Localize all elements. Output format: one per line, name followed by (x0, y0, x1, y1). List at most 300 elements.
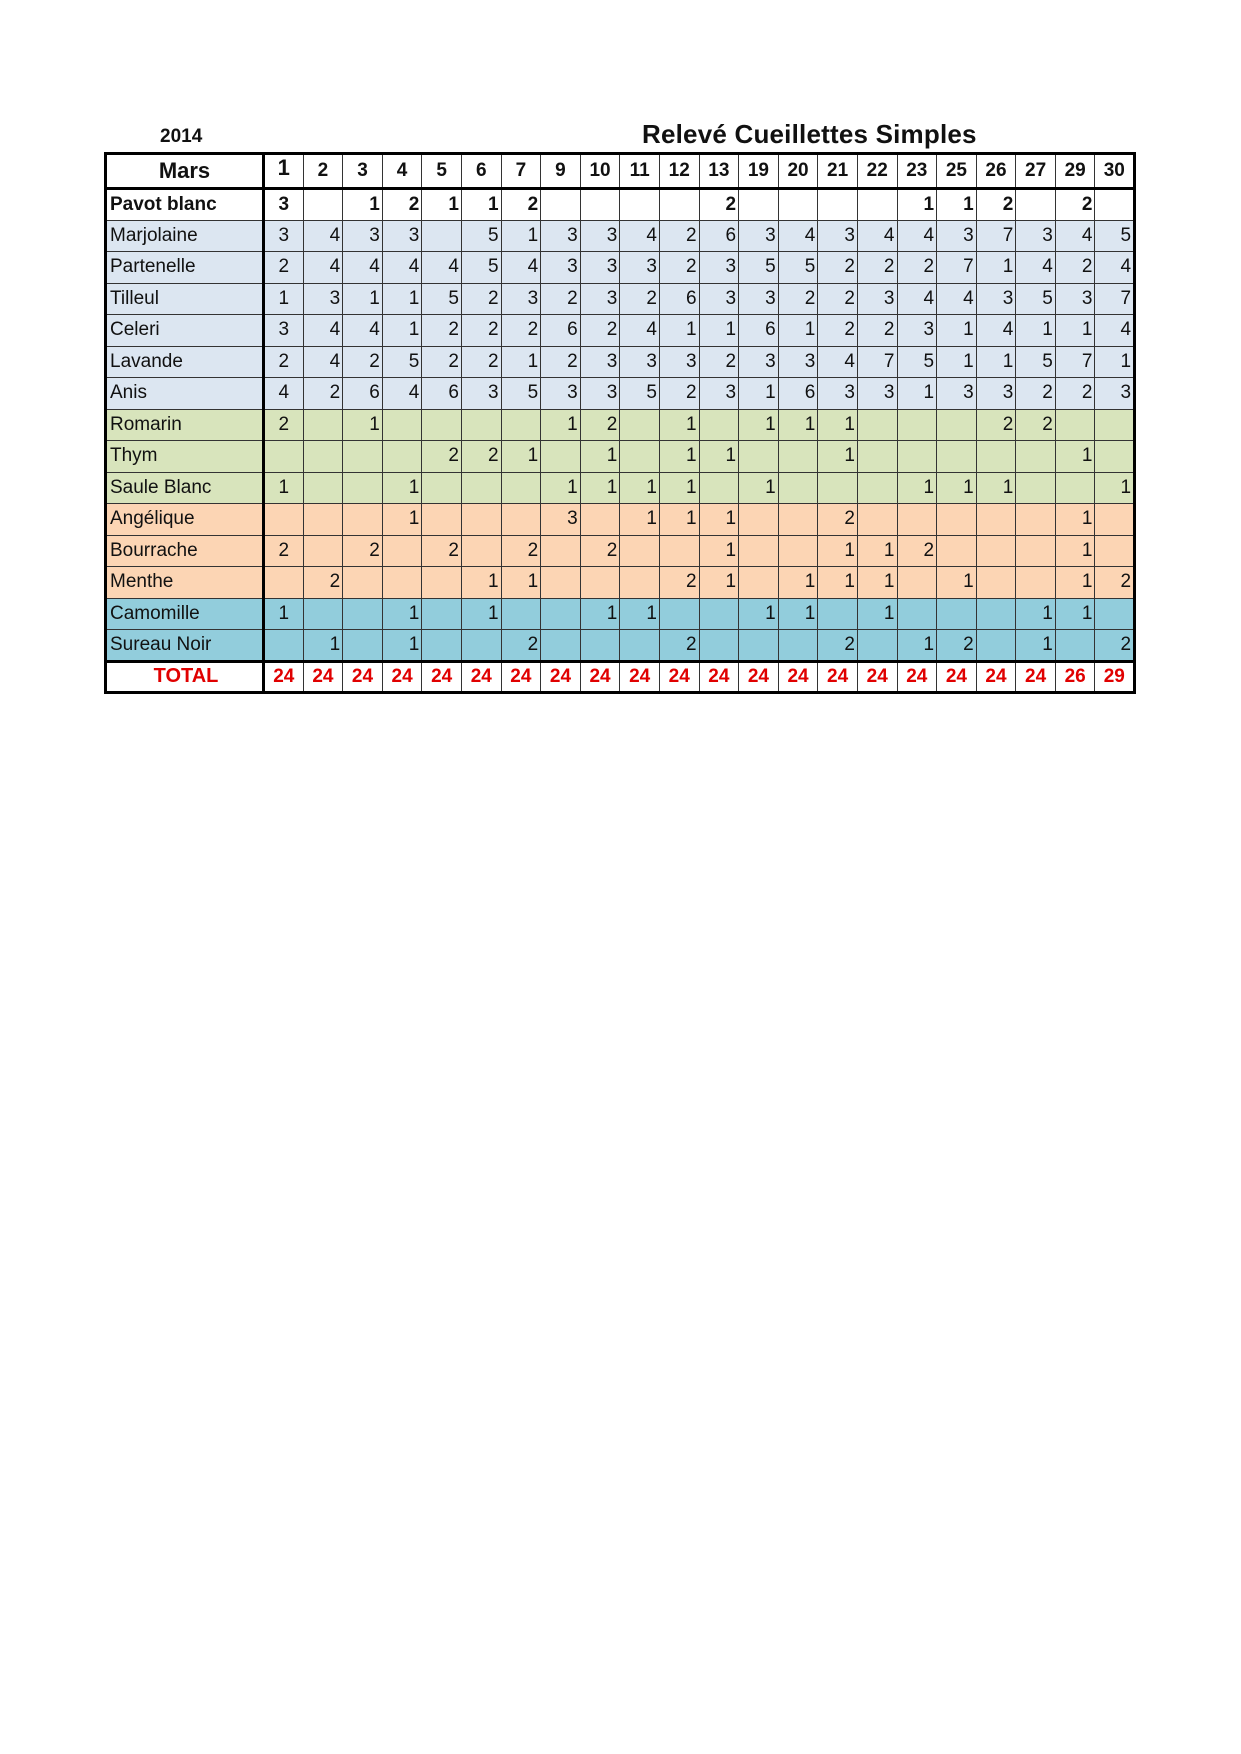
harvest-cell: 2 (976, 189, 1016, 221)
harvest-cell: 3 (1055, 283, 1095, 315)
harvest-cell (422, 630, 462, 662)
day-header: 19 (739, 154, 779, 189)
harvest-cell: 1 (897, 630, 937, 662)
harvest-cell: 3 (303, 283, 343, 315)
harvest-cell: 1 (739, 472, 779, 504)
total-cell: 24 (264, 661, 304, 693)
harvest-cell: 7 (976, 220, 1016, 252)
harvest-cell: 5 (897, 346, 937, 378)
harvest-cell: 3 (343, 220, 383, 252)
harvest-cell: 1 (659, 504, 699, 536)
total-cell: 24 (976, 661, 1016, 693)
harvest-cell: 1 (382, 283, 422, 315)
plant-name: Saule Blanc (106, 472, 264, 504)
plant-name: Sureau Noir (106, 630, 264, 662)
harvest-cell: 3 (699, 252, 739, 284)
harvest-cell (1055, 472, 1095, 504)
harvest-cell: 3 (739, 220, 779, 252)
harvest-cell: 1 (699, 504, 739, 536)
harvest-cell (303, 535, 343, 567)
harvest-cell: 2 (264, 346, 304, 378)
table-row (106, 504, 1135, 536)
harvest-cell: 1 (897, 472, 937, 504)
table-row (106, 598, 1135, 630)
harvest-cell (857, 630, 897, 662)
harvest-cell: 1 (461, 567, 501, 599)
harvest-cell: 5 (739, 252, 779, 284)
harvest-cell: 4 (1095, 252, 1135, 284)
harvest-cell: 2 (1055, 378, 1095, 410)
table-row (106, 220, 1135, 252)
table-row (106, 567, 1135, 599)
harvest-cell: 1 (739, 598, 779, 630)
total-cell: 24 (580, 661, 620, 693)
total-cell: 24 (501, 661, 541, 693)
harvest-cell: 3 (937, 220, 977, 252)
harvest-cell (382, 409, 422, 441)
harvest-cell: 4 (501, 252, 541, 284)
harvest-cell (541, 598, 581, 630)
day-header: 27 (1016, 154, 1056, 189)
harvest-cell (422, 567, 462, 599)
total-cell: 24 (1016, 661, 1056, 693)
harvest-cell (343, 598, 383, 630)
harvest-cell: 1 (818, 535, 858, 567)
harvest-cell: 1 (1016, 598, 1056, 630)
harvest-cell: 2 (501, 315, 541, 347)
harvest-cell: 2 (897, 535, 937, 567)
harvest-cell: 3 (818, 220, 858, 252)
harvest-cell: 1 (739, 378, 779, 410)
harvest-cell: 4 (382, 378, 422, 410)
harvest-cell: 2 (818, 252, 858, 284)
harvest-cell: 6 (343, 378, 383, 410)
harvest-cell (541, 189, 581, 221)
harvest-cell (541, 567, 581, 599)
harvest-cell: 4 (422, 252, 462, 284)
harvest-cell (857, 441, 897, 473)
harvest-cell: 2 (659, 378, 699, 410)
harvest-cell: 2 (461, 346, 501, 378)
day-header: 10 (580, 154, 620, 189)
year-label: 2014 (160, 126, 203, 147)
harvest-cell: 5 (461, 220, 501, 252)
harvest-cell: 3 (778, 346, 818, 378)
harvest-cell (739, 630, 779, 662)
harvest-cell: 1 (461, 189, 501, 221)
harvest-table (104, 152, 1136, 694)
harvest-cell (897, 441, 937, 473)
harvest-cell (1095, 598, 1135, 630)
harvest-cell (303, 441, 343, 473)
harvest-cell: 2 (857, 252, 897, 284)
harvest-cell (937, 598, 977, 630)
harvest-cell: 1 (1016, 315, 1056, 347)
harvest-cell: 3 (541, 378, 581, 410)
harvest-cell (1016, 472, 1056, 504)
harvest-cell (264, 630, 304, 662)
harvest-cell: 4 (897, 220, 937, 252)
harvest-cell (303, 504, 343, 536)
total-label: TOTAL (106, 661, 264, 693)
harvest-cell (620, 535, 660, 567)
harvest-cell: 2 (422, 535, 462, 567)
harvest-cell: 1 (659, 472, 699, 504)
total-cell: 24 (739, 661, 779, 693)
harvest-cell: 1 (699, 441, 739, 473)
harvest-cell: 2 (422, 315, 462, 347)
harvest-cell (659, 598, 699, 630)
harvest-cell: 2 (580, 535, 620, 567)
table-row (106, 252, 1135, 284)
harvest-cell: 3 (382, 220, 422, 252)
harvest-cell (422, 472, 462, 504)
harvest-cell (897, 409, 937, 441)
harvest-cell: 1 (857, 598, 897, 630)
harvest-cell (1016, 504, 1056, 536)
harvest-cell: 1 (422, 189, 462, 221)
harvest-cell: 3 (976, 378, 1016, 410)
harvest-cell: 1 (264, 598, 304, 630)
harvest-cell: 6 (422, 378, 462, 410)
harvest-cell (937, 535, 977, 567)
harvest-cell: 1 (382, 504, 422, 536)
harvest-cell (1095, 504, 1135, 536)
harvest-cell: 1 (1055, 315, 1095, 347)
harvest-cell (501, 472, 541, 504)
harvest-cell: 2 (541, 346, 581, 378)
harvest-cell (1095, 535, 1135, 567)
day-header: 9 (541, 154, 581, 189)
harvest-cell: 2 (659, 630, 699, 662)
harvest-cell: 2 (699, 346, 739, 378)
harvest-cell (937, 504, 977, 536)
harvest-cell: 5 (501, 378, 541, 410)
harvest-cell: 2 (541, 283, 581, 315)
harvest-cell: 1 (659, 409, 699, 441)
day-header: 21 (818, 154, 858, 189)
table-row (106, 189, 1135, 221)
harvest-cell (937, 441, 977, 473)
day-header: 12 (659, 154, 699, 189)
harvest-cell: 1 (620, 472, 660, 504)
harvest-cell: 6 (739, 315, 779, 347)
harvest-cell (857, 189, 897, 221)
harvest-cell: 1 (976, 252, 1016, 284)
harvest-cell (580, 630, 620, 662)
harvest-cell (580, 567, 620, 599)
table-row (106, 283, 1135, 315)
harvest-cell: 1 (461, 598, 501, 630)
harvest-cell (501, 409, 541, 441)
harvest-cell: 5 (1095, 220, 1135, 252)
plant-name: Menthe (106, 567, 264, 599)
harvest-cell (897, 567, 937, 599)
day-header: 20 (778, 154, 818, 189)
harvest-cell: 3 (976, 283, 1016, 315)
harvest-cell: 1 (501, 567, 541, 599)
harvest-cell: 3 (264, 315, 304, 347)
harvest-cell (1095, 189, 1135, 221)
harvest-cell: 3 (264, 189, 304, 221)
harvest-cell: 3 (541, 220, 581, 252)
harvest-cell (897, 598, 937, 630)
harvest-cell (303, 189, 343, 221)
total-cell: 26 (1055, 661, 1095, 693)
harvest-cell: 4 (1055, 220, 1095, 252)
harvest-cell (1055, 409, 1095, 441)
harvest-cell: 1 (778, 598, 818, 630)
harvest-cell (620, 630, 660, 662)
harvest-cell: 4 (303, 315, 343, 347)
harvest-cell (739, 189, 779, 221)
table-row (106, 346, 1135, 378)
total-cell: 24 (937, 661, 977, 693)
harvest-cell: 2 (501, 189, 541, 221)
harvest-cell: 1 (1095, 346, 1135, 378)
harvest-cell (818, 598, 858, 630)
harvest-cell: 1 (1055, 598, 1095, 630)
harvest-cell: 1 (937, 346, 977, 378)
harvest-cell: 2 (382, 189, 422, 221)
harvest-cell (937, 409, 977, 441)
harvest-cell (422, 504, 462, 536)
harvest-cell (343, 472, 383, 504)
harvest-cell: 1 (659, 315, 699, 347)
harvest-cell (659, 189, 699, 221)
harvest-cell: 1 (897, 378, 937, 410)
harvest-cell: 6 (659, 283, 699, 315)
harvest-cell (778, 504, 818, 536)
harvest-cell: 1 (382, 598, 422, 630)
harvest-cell (343, 441, 383, 473)
total-cell: 24 (857, 661, 897, 693)
harvest-cell: 2 (818, 315, 858, 347)
harvest-cell: 1 (937, 189, 977, 221)
harvest-cell (1055, 630, 1095, 662)
harvest-cell: 2 (1055, 252, 1095, 284)
harvest-cell: 5 (1016, 346, 1056, 378)
harvest-cell: 1 (857, 535, 897, 567)
harvest-cell: 7 (1055, 346, 1095, 378)
day-header: 7 (501, 154, 541, 189)
harvest-cell: 1 (541, 472, 581, 504)
harvest-cell: 1 (778, 567, 818, 599)
harvest-cell: 3 (580, 378, 620, 410)
harvest-cell: 1 (264, 472, 304, 504)
harvest-cell: 3 (897, 315, 937, 347)
harvest-cell: 6 (699, 220, 739, 252)
total-cell: 24 (422, 661, 462, 693)
day-header: 6 (461, 154, 501, 189)
harvest-cell (739, 441, 779, 473)
harvest-cell: 1 (937, 472, 977, 504)
harvest-cell: 4 (937, 283, 977, 315)
harvest-cell (461, 472, 501, 504)
harvest-cell (422, 220, 462, 252)
harvest-cell: 1 (382, 472, 422, 504)
plant-name: Lavande (106, 346, 264, 378)
harvest-cell (264, 441, 304, 473)
harvest-cell: 1 (580, 598, 620, 630)
harvest-cell: 2 (422, 441, 462, 473)
harvest-cell: 4 (303, 252, 343, 284)
table-row (106, 535, 1135, 567)
plant-name: Pavot blanc (106, 189, 264, 221)
total-cell: 24 (343, 661, 383, 693)
harvest-cell: 1 (699, 535, 739, 567)
harvest-cell: 1 (382, 315, 422, 347)
plant-name: Tilleul (106, 283, 264, 315)
harvest-cell: 2 (818, 504, 858, 536)
harvest-cell: 2 (976, 409, 1016, 441)
harvest-cell: 3 (580, 346, 620, 378)
harvest-cell: 4 (620, 315, 660, 347)
harvest-cell (778, 189, 818, 221)
harvest-cell (699, 630, 739, 662)
harvest-cell: 1 (1016, 630, 1056, 662)
harvest-cell (264, 567, 304, 599)
harvest-cell: 2 (422, 346, 462, 378)
harvest-cell: 3 (739, 346, 779, 378)
harvest-cell: 1 (501, 441, 541, 473)
harvest-cell: 6 (778, 378, 818, 410)
harvest-cell: 3 (659, 346, 699, 378)
harvest-cell (778, 472, 818, 504)
harvest-cell: 2 (659, 220, 699, 252)
harvest-cell: 1 (343, 189, 383, 221)
harvest-cell: 3 (699, 378, 739, 410)
harvest-cell: 2 (461, 441, 501, 473)
table-row (106, 472, 1135, 504)
harvest-cell: 2 (659, 567, 699, 599)
harvest-cell: 1 (1095, 472, 1135, 504)
harvest-cell (620, 441, 660, 473)
harvest-cell (818, 472, 858, 504)
harvest-cell: 1 (620, 598, 660, 630)
harvest-cell: 4 (620, 220, 660, 252)
harvest-cell: 1 (580, 472, 620, 504)
harvest-cell (897, 504, 937, 536)
harvest-cell: 1 (818, 441, 858, 473)
harvest-cell: 2 (343, 535, 383, 567)
harvest-cell (818, 189, 858, 221)
day-header: 25 (937, 154, 977, 189)
harvest-cell: 4 (897, 283, 937, 315)
harvest-cell: 3 (937, 378, 977, 410)
total-cell: 29 (1095, 661, 1135, 693)
harvest-cell (699, 472, 739, 504)
day-header: 3 (343, 154, 383, 189)
harvest-cell (264, 504, 304, 536)
total-cell: 24 (382, 661, 422, 693)
plant-name: Romarin (106, 409, 264, 441)
harvest-cell: 2 (303, 567, 343, 599)
harvest-cell: 3 (580, 283, 620, 315)
table-row (106, 630, 1135, 662)
harvest-cell: 3 (857, 283, 897, 315)
plant-name: Anis (106, 378, 264, 410)
harvest-cell: 7 (937, 252, 977, 284)
harvest-cell: 1 (382, 630, 422, 662)
harvest-cell (461, 409, 501, 441)
harvest-cell: 1 (778, 409, 818, 441)
harvest-cell (778, 630, 818, 662)
harvest-cell: 2 (461, 315, 501, 347)
harvest-cell: 3 (580, 252, 620, 284)
plant-name: Celeri (106, 315, 264, 347)
harvest-cell: 1 (897, 189, 937, 221)
harvest-cell: 2 (1055, 189, 1095, 221)
harvest-cell (1016, 535, 1056, 567)
harvest-cell: 3 (699, 283, 739, 315)
harvest-cell: 3 (461, 378, 501, 410)
harvest-cell: 2 (699, 189, 739, 221)
harvest-cell: 5 (620, 378, 660, 410)
harvest-cell: 4 (382, 252, 422, 284)
harvest-cell: 1 (501, 220, 541, 252)
harvest-cell: 1 (818, 567, 858, 599)
harvest-cell: 3 (857, 378, 897, 410)
harvest-cell: 1 (937, 567, 977, 599)
harvest-cell (620, 189, 660, 221)
harvest-cell: 3 (1095, 378, 1135, 410)
harvest-cell: 3 (620, 252, 660, 284)
harvest-cell: 1 (699, 315, 739, 347)
harvest-cell (461, 630, 501, 662)
harvest-cell: 2 (501, 630, 541, 662)
harvest-cell: 1 (1055, 567, 1095, 599)
harvest-cell: 2 (264, 252, 304, 284)
harvest-cell: 2 (1095, 567, 1135, 599)
day-header: 4 (382, 154, 422, 189)
harvest-cell (580, 189, 620, 221)
harvest-cell: 2 (1095, 630, 1135, 662)
harvest-cell (976, 567, 1016, 599)
harvest-cell: 1 (264, 283, 304, 315)
plant-name: Angélique (106, 504, 264, 536)
harvest-cell (976, 441, 1016, 473)
harvest-cell: 1 (343, 283, 383, 315)
harvest-cell: 3 (739, 283, 779, 315)
harvest-cell (1016, 189, 1056, 221)
harvest-cell: 4 (343, 252, 383, 284)
harvest-cell: 1 (739, 409, 779, 441)
harvest-cell: 2 (264, 409, 304, 441)
harvest-cell (541, 441, 581, 473)
harvest-cell: 1 (857, 567, 897, 599)
harvest-cell: 3 (541, 252, 581, 284)
harvest-cell: 1 (1055, 535, 1095, 567)
harvest-cell: 1 (343, 409, 383, 441)
harvest-cell: 1 (976, 346, 1016, 378)
harvest-cell: 4 (818, 346, 858, 378)
total-cell: 24 (778, 661, 818, 693)
total-cell: 24 (620, 661, 660, 693)
harvest-cell (422, 598, 462, 630)
harvest-cell (778, 441, 818, 473)
harvest-cell: 2 (937, 630, 977, 662)
harvest-cell (778, 535, 818, 567)
harvest-cell (1016, 441, 1056, 473)
harvest-cell (382, 535, 422, 567)
total-cell: 24 (541, 661, 581, 693)
harvest-cell: 2 (818, 283, 858, 315)
plant-name: Partenelle (106, 252, 264, 284)
harvest-cell (382, 567, 422, 599)
harvest-cell: 1 (937, 315, 977, 347)
harvest-cell (303, 472, 343, 504)
